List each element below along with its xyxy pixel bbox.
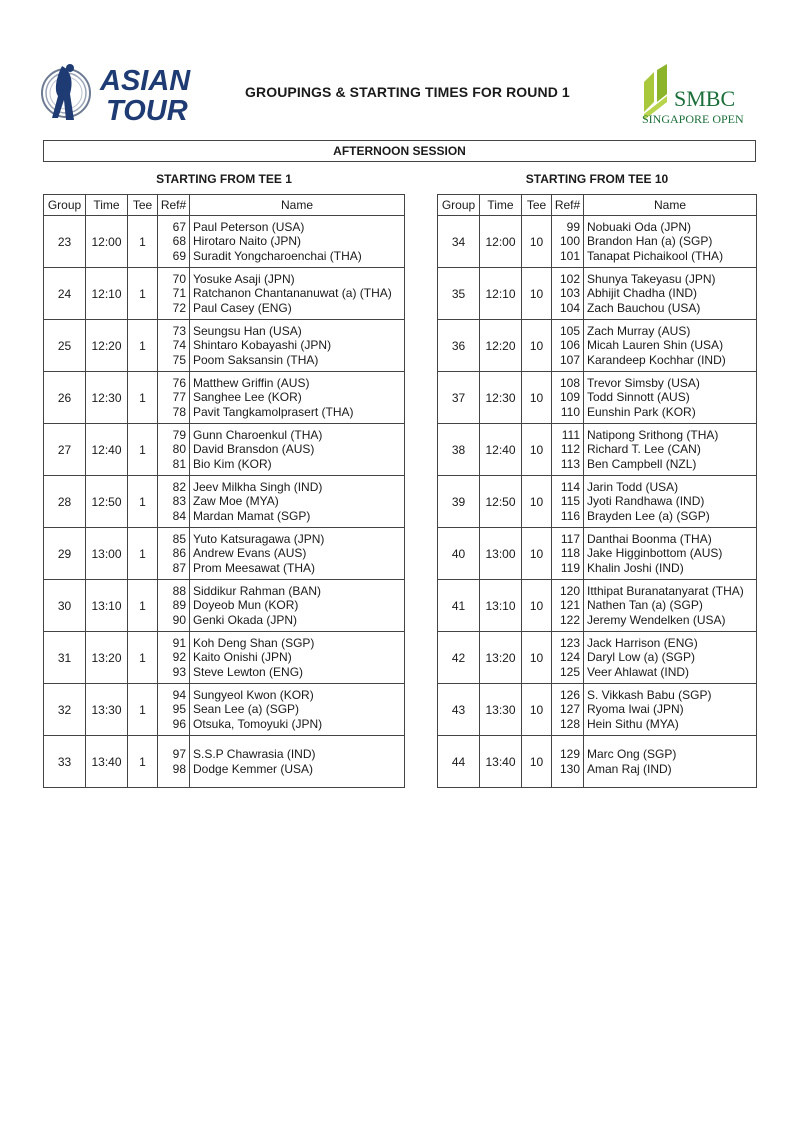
tee-number: 10 bbox=[522, 684, 552, 736]
tee-number: 10 bbox=[522, 268, 552, 320]
ref-number: 91 bbox=[172, 635, 186, 650]
group-number: 42 bbox=[438, 632, 480, 684]
player-name: Zach Murray (AUS) bbox=[587, 323, 691, 338]
player-name: Sungyeol Kwon (KOR) bbox=[193, 687, 314, 702]
group-number: 23 bbox=[44, 216, 86, 268]
tee-time: 12:20 bbox=[86, 320, 128, 372]
player-name: Andrew Evans (AUS) bbox=[193, 546, 307, 561]
player-name: Genki Okada (JPN) bbox=[193, 612, 298, 627]
ref-number: 84 bbox=[172, 508, 186, 523]
tee-time: 13:40 bbox=[86, 736, 128, 788]
tee-time: 12:20 bbox=[480, 320, 522, 372]
group-number: 26 bbox=[44, 372, 86, 424]
ref-number: 87 bbox=[172, 560, 186, 575]
tee1-title: STARTING FROM TEE 1 bbox=[156, 172, 292, 186]
ref-number: 116 bbox=[560, 508, 580, 523]
col-time: Time bbox=[480, 195, 522, 216]
player-name: Jyoti Randhawa (IND) bbox=[587, 494, 705, 509]
ref-number: 70 bbox=[172, 271, 186, 286]
tee-time: 12:10 bbox=[480, 268, 522, 320]
logo-text-line1: ASIAN bbox=[100, 65, 191, 97]
player-name: Natipong Srithong (THA) bbox=[587, 427, 719, 442]
tee-number: 1 bbox=[128, 268, 158, 320]
group-row bbox=[44, 528, 405, 580]
player-names bbox=[190, 320, 405, 372]
ref-number: 89 bbox=[172, 598, 186, 613]
group-row bbox=[44, 372, 405, 424]
tee-time: 12:10 bbox=[86, 268, 128, 320]
player-name: Brayden Lee (a) (SGP) bbox=[587, 508, 710, 523]
player-name: Richard T. Lee (CAN) bbox=[587, 442, 701, 457]
group-number: 44 bbox=[438, 736, 480, 788]
logo-text-line2: TOUR bbox=[106, 95, 188, 126]
group-number: 43 bbox=[438, 684, 480, 736]
player-name: Poom Saksansin (THA) bbox=[193, 352, 319, 367]
ref-number: 97 bbox=[172, 747, 186, 761]
col-ref: Ref# bbox=[158, 195, 190, 216]
ref-number: 128 bbox=[559, 716, 580, 731]
ref-number: 122 bbox=[559, 612, 580, 627]
player-names bbox=[190, 476, 405, 528]
group-number: 36 bbox=[438, 320, 480, 372]
player-names bbox=[190, 216, 405, 268]
group-number: 40 bbox=[438, 528, 480, 580]
group-number: 31 bbox=[44, 632, 86, 684]
ref-number: 115 bbox=[560, 494, 580, 509]
group-row bbox=[438, 320, 757, 372]
tee-number: 10 bbox=[522, 372, 552, 424]
tee-time: 12:30 bbox=[86, 372, 128, 424]
session-banner: AFTERNOON SESSION bbox=[43, 140, 756, 162]
group-row bbox=[44, 476, 405, 528]
tee-number: 1 bbox=[128, 684, 158, 736]
group-row bbox=[438, 476, 757, 528]
player-name: Ryoma Iwai (JPN) bbox=[587, 702, 684, 717]
ref-number: 100 bbox=[559, 234, 580, 249]
ref-number: 96 bbox=[172, 716, 186, 731]
player-name: Nobuaki Oda (JPN) bbox=[587, 219, 692, 234]
ref-number: 121 bbox=[559, 598, 580, 613]
ref-number: 105 bbox=[559, 323, 580, 338]
ref-number: 73 bbox=[172, 323, 186, 338]
group-row bbox=[44, 684, 405, 736]
player-name: Aman Raj (IND) bbox=[587, 761, 672, 776]
ref-numbers bbox=[158, 320, 190, 372]
tee-time: 13:00 bbox=[480, 528, 522, 580]
col-time: Time bbox=[86, 195, 128, 216]
group-row bbox=[44, 320, 405, 372]
asian-tour-logo bbox=[40, 60, 225, 126]
col-tee: Tee bbox=[128, 195, 158, 216]
col-name: Name bbox=[190, 195, 405, 216]
group-number: 28 bbox=[44, 476, 86, 528]
ref-number: 68 bbox=[172, 234, 186, 249]
ref-number: 104 bbox=[559, 300, 580, 315]
col-group: Group bbox=[438, 195, 480, 216]
group-row bbox=[438, 528, 757, 580]
player-name: Nathen Tan (a) (SGP) bbox=[587, 598, 703, 613]
group-number: 25 bbox=[44, 320, 86, 372]
group-number: 35 bbox=[438, 268, 480, 320]
player-name: Hirotaro Naito (JPN) bbox=[193, 234, 302, 249]
col-tee: Tee bbox=[522, 195, 552, 216]
tee-number: 1 bbox=[128, 424, 158, 476]
group-row bbox=[438, 216, 757, 268]
col-name: Name bbox=[584, 195, 757, 216]
col-ref: Ref# bbox=[552, 195, 584, 216]
ref-number: 82 bbox=[172, 479, 186, 494]
tee-time: 13:00 bbox=[86, 528, 128, 580]
ref-numbers bbox=[552, 736, 584, 788]
ref-number: 120 bbox=[559, 583, 580, 598]
ref-number: 110 bbox=[560, 404, 580, 419]
ref-number: 107 bbox=[559, 352, 580, 367]
player-name: Suradit Yongcharoenchai (THA) bbox=[193, 248, 362, 263]
tee-time: 12:40 bbox=[480, 424, 522, 476]
ref-number: 124 bbox=[559, 650, 580, 665]
player-name: Veer Ahlawat (IND) bbox=[587, 664, 690, 679]
player-names bbox=[190, 268, 405, 320]
ref-number: 130 bbox=[559, 761, 580, 776]
sponsor-logo-line1: SMBC bbox=[674, 86, 736, 111]
tee-number: 1 bbox=[128, 320, 158, 372]
player-name: Paul Casey (ENG) bbox=[193, 300, 292, 315]
ref-number: 74 bbox=[172, 338, 186, 353]
ref-number: 83 bbox=[172, 494, 186, 509]
tee-time: 13:10 bbox=[86, 580, 128, 632]
tee-time: 12:00 bbox=[480, 216, 522, 268]
tee-time: 13:20 bbox=[86, 632, 128, 684]
player-name: Zaw Moe (MYA) bbox=[193, 494, 279, 509]
player-names bbox=[584, 580, 757, 632]
player-name: Hein Sithu (MYA) bbox=[587, 716, 679, 731]
group-row bbox=[438, 372, 757, 424]
tee-number: 1 bbox=[128, 580, 158, 632]
player-names bbox=[584, 424, 757, 476]
ref-numbers bbox=[552, 216, 584, 268]
player-name: Shunya Takeyasu (JPN) bbox=[587, 271, 716, 286]
ref-numbers bbox=[158, 372, 190, 424]
ref-numbers bbox=[158, 476, 190, 528]
ref-number: 69 bbox=[172, 248, 186, 263]
ref-number: 129 bbox=[559, 747, 580, 761]
player-name: Brandon Han (a) (SGP) bbox=[587, 234, 713, 249]
player-name: Jack Harrison (ENG) bbox=[587, 635, 698, 650]
player-name: Itthipat Buranatanyarat (THA) bbox=[587, 583, 744, 598]
sponsor-logo-line2: SINGAPORE OPEN bbox=[642, 112, 744, 126]
group-row bbox=[44, 424, 405, 476]
group-number: 39 bbox=[438, 476, 480, 528]
ref-numbers bbox=[158, 736, 190, 788]
tee-number: 1 bbox=[128, 632, 158, 684]
page-header bbox=[0, 0, 800, 135]
group-row bbox=[438, 684, 757, 736]
tee-time: 12:00 bbox=[86, 216, 128, 268]
tee-time: 13:30 bbox=[480, 684, 522, 736]
player-name: Yuto Katsuragawa (JPN) bbox=[193, 531, 325, 546]
ref-numbers bbox=[552, 476, 584, 528]
player-names bbox=[584, 632, 757, 684]
player-names bbox=[584, 736, 757, 788]
ref-number: 127 bbox=[559, 702, 580, 717]
group-number: 37 bbox=[438, 372, 480, 424]
player-name: Tanapat Pichaikool (THA) bbox=[587, 248, 724, 263]
player-name: Marc Ong (SGP) bbox=[587, 747, 677, 761]
player-names bbox=[584, 476, 757, 528]
ref-number: 103 bbox=[559, 286, 580, 301]
player-names bbox=[584, 216, 757, 268]
player-name: Siddikur Rahman (BAN) bbox=[193, 583, 322, 598]
player-name: Koh Deng Shan (SGP) bbox=[193, 635, 315, 650]
ref-numbers bbox=[158, 528, 190, 580]
ref-number: 123 bbox=[559, 635, 580, 650]
tee-time: 13:10 bbox=[480, 580, 522, 632]
ref-number: 125 bbox=[559, 664, 580, 679]
player-name: Doyeob Mun (KOR) bbox=[193, 598, 299, 613]
player-name: Dodge Kemmer (USA) bbox=[193, 761, 314, 776]
smbc-singapore-open-logo bbox=[640, 64, 760, 126]
player-name: Seungsu Han (USA) bbox=[193, 323, 302, 338]
tee-number: 10 bbox=[522, 320, 552, 372]
group-row bbox=[438, 632, 757, 684]
tee10-title: STARTING FROM TEE 10 bbox=[525, 172, 669, 186]
ref-number: 113 bbox=[560, 456, 580, 471]
ref-numbers bbox=[158, 424, 190, 476]
group-number: 33 bbox=[44, 736, 86, 788]
player-name: Jarin Todd (USA) bbox=[587, 479, 679, 494]
player-name: Khalin Joshi (IND) bbox=[587, 560, 684, 575]
tee-number: 1 bbox=[128, 736, 158, 788]
player-names bbox=[190, 632, 405, 684]
group-row bbox=[44, 580, 405, 632]
player-names bbox=[584, 372, 757, 424]
player-name: Daryl Low (a) (SGP) bbox=[587, 650, 696, 665]
player-name: Paul Peterson (USA) bbox=[193, 219, 305, 234]
tee-time: 13:30 bbox=[86, 684, 128, 736]
ref-number: 79 bbox=[172, 427, 186, 442]
player-name: Micah Lauren Shin (USA) bbox=[587, 338, 724, 353]
player-name: Mardan Mamat (SGP) bbox=[193, 508, 311, 523]
player-names bbox=[584, 268, 757, 320]
player-name: Trevor Simsby (USA) bbox=[587, 375, 700, 390]
ref-numbers bbox=[552, 372, 584, 424]
group-number: 29 bbox=[44, 528, 86, 580]
ref-numbers bbox=[552, 632, 584, 684]
player-name: S.S.P Chawrasia (IND) bbox=[193, 747, 316, 761]
player-name: Jeremy Wendelken (USA) bbox=[587, 612, 726, 627]
player-names bbox=[584, 684, 757, 736]
ref-numbers bbox=[552, 684, 584, 736]
group-row bbox=[44, 632, 405, 684]
ref-number: 78 bbox=[172, 404, 186, 419]
player-name: Shintaro Kobayashi (JPN) bbox=[193, 338, 332, 353]
group-number: 32 bbox=[44, 684, 86, 736]
player-name: Zach Bauchou (USA) bbox=[587, 300, 701, 315]
ref-numbers bbox=[552, 580, 584, 632]
player-names bbox=[190, 684, 405, 736]
ref-numbers bbox=[158, 216, 190, 268]
player-name: Matthew Griffin (AUS) bbox=[193, 375, 310, 390]
player-name: Bio Kim (KOR) bbox=[193, 456, 272, 471]
ref-numbers bbox=[552, 268, 584, 320]
ref-number: 111 bbox=[561, 427, 580, 442]
player-names bbox=[190, 372, 405, 424]
ref-number: 112 bbox=[560, 442, 580, 457]
player-name: Abhijit Chadha (IND) bbox=[587, 286, 698, 301]
group-row bbox=[44, 736, 405, 788]
ref-number: 71 bbox=[172, 286, 186, 301]
group-row bbox=[438, 736, 757, 788]
ref-numbers bbox=[158, 632, 190, 684]
tee-number: 10 bbox=[522, 528, 552, 580]
player-name: Eunshin Park (KOR) bbox=[587, 404, 696, 419]
player-name: Ratchanon Chantananuwat (a) (THA) bbox=[193, 286, 392, 301]
player-names bbox=[190, 580, 405, 632]
player-name: Danthai Boonma (THA) bbox=[587, 531, 712, 546]
player-name: Jeev Milkha Singh (IND) bbox=[193, 479, 323, 494]
ref-number: 81 bbox=[172, 456, 186, 471]
player-name: Ben Campbell (NZL) bbox=[587, 456, 697, 471]
ref-numbers bbox=[158, 684, 190, 736]
tee-number: 1 bbox=[128, 476, 158, 528]
player-name: Prom Meesawat (THA) bbox=[193, 560, 316, 575]
ref-number: 72 bbox=[172, 300, 186, 315]
ref-number: 88 bbox=[172, 583, 186, 598]
group-row bbox=[438, 580, 757, 632]
tee-number: 1 bbox=[128, 216, 158, 268]
document-title: GROUPINGS & STARTING TIMES FOR ROUND 1 bbox=[245, 84, 570, 100]
player-name: Sanghee Lee (KOR) bbox=[193, 390, 302, 405]
ref-number: 102 bbox=[559, 271, 580, 286]
ref-number: 86 bbox=[172, 546, 186, 561]
ref-number: 106 bbox=[559, 338, 580, 353]
ref-number: 94 bbox=[172, 687, 186, 702]
tee-time: 12:50 bbox=[86, 476, 128, 528]
player-name: Karandeep Kochhar (IND) bbox=[587, 352, 726, 367]
player-name: Pavit Tangkamolprasert (THA) bbox=[193, 404, 354, 419]
player-names bbox=[190, 736, 405, 788]
ref-number: 101 bbox=[559, 248, 580, 263]
player-name: Yosuke Asaji (JPN) bbox=[193, 271, 295, 286]
ref-number: 75 bbox=[172, 352, 186, 367]
ref-number: 92 bbox=[172, 650, 186, 665]
group-row bbox=[44, 216, 405, 268]
player-name: Gunn Charoenkul (THA) bbox=[193, 427, 323, 442]
tee-number: 10 bbox=[522, 580, 552, 632]
player-name: Sean Lee (a) (SGP) bbox=[193, 702, 300, 717]
tee-number: 10 bbox=[522, 476, 552, 528]
player-name: Jake Higginbottom (AUS) bbox=[587, 546, 723, 561]
group-number: 41 bbox=[438, 580, 480, 632]
tee1-table bbox=[43, 194, 405, 788]
ref-number: 85 bbox=[172, 531, 186, 546]
tee-time: 13:40 bbox=[480, 736, 522, 788]
ref-number: 77 bbox=[172, 390, 186, 405]
ref-numbers bbox=[552, 320, 584, 372]
group-number: 24 bbox=[44, 268, 86, 320]
ref-number: 126 bbox=[559, 687, 580, 702]
tee10-table bbox=[437, 194, 757, 788]
player-name: Kaito Onishi (JPN) bbox=[193, 650, 292, 665]
tee-number: 10 bbox=[522, 216, 552, 268]
ref-number: 93 bbox=[172, 664, 186, 679]
group-number: 27 bbox=[44, 424, 86, 476]
tee-number: 10 bbox=[522, 424, 552, 476]
group-number: 34 bbox=[438, 216, 480, 268]
tee-time: 13:20 bbox=[480, 632, 522, 684]
player-name: S. Vikkash Babu (SGP) bbox=[587, 687, 712, 702]
ref-numbers bbox=[158, 268, 190, 320]
col-group: Group bbox=[44, 195, 86, 216]
ref-number: 76 bbox=[172, 375, 186, 390]
tee-number: 1 bbox=[128, 372, 158, 424]
player-name: Steve Lewton (ENG) bbox=[193, 664, 304, 679]
ref-number: 118 bbox=[560, 546, 580, 561]
tee-time: 12:30 bbox=[480, 372, 522, 424]
group-number: 30 bbox=[44, 580, 86, 632]
group-row bbox=[438, 424, 757, 476]
ref-number: 80 bbox=[172, 442, 186, 457]
ref-number: 114 bbox=[560, 479, 580, 494]
player-names bbox=[584, 320, 757, 372]
player-name: Otsuka, Tomoyuki (JPN) bbox=[193, 716, 323, 731]
ref-number: 108 bbox=[559, 375, 580, 390]
tee-number: 10 bbox=[522, 736, 552, 788]
player-names bbox=[584, 528, 757, 580]
ref-numbers bbox=[552, 528, 584, 580]
tee-time: 12:50 bbox=[480, 476, 522, 528]
tee-time: 12:40 bbox=[86, 424, 128, 476]
ref-numbers bbox=[552, 424, 584, 476]
ref-number: 117 bbox=[560, 531, 580, 546]
group-row bbox=[44, 268, 405, 320]
group-row bbox=[438, 268, 757, 320]
ref-numbers bbox=[158, 580, 190, 632]
player-names bbox=[190, 528, 405, 580]
ref-number: 98 bbox=[172, 761, 186, 776]
ref-number: 119 bbox=[560, 560, 580, 575]
player-name: Todd Sinnott (AUS) bbox=[587, 390, 690, 405]
tee-number: 1 bbox=[128, 528, 158, 580]
ref-number: 90 bbox=[172, 612, 186, 627]
player-name: David Bransdon (AUS) bbox=[193, 442, 315, 457]
ref-number: 109 bbox=[559, 390, 580, 405]
player-names bbox=[190, 424, 405, 476]
tee-number: 10 bbox=[522, 632, 552, 684]
ref-number: 99 bbox=[566, 219, 580, 234]
group-number: 38 bbox=[438, 424, 480, 476]
ref-number: 95 bbox=[172, 702, 186, 717]
ref-number: 67 bbox=[172, 219, 186, 234]
